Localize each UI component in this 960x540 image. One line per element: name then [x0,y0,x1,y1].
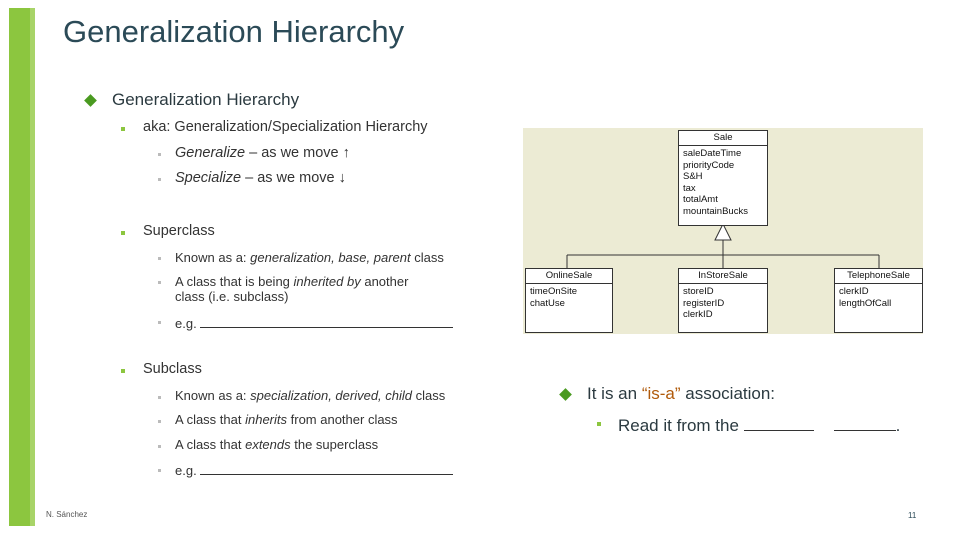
subclass-known-as: Known as a: specialization, derived, child class [175,388,446,403]
slide-title: Generalization Hierarchy [63,14,405,49]
uml-class-sale [678,130,768,226]
subclass-heading: Subclass [143,361,202,377]
uml-attribute: lengthOfCall [839,297,892,309]
superclass-inherited-by: A class that is being inherited by another [175,274,409,289]
footer-author: N. Sánchez [46,510,88,519]
dot-bullet-icon [158,321,161,324]
fill-in-blank [200,461,453,475]
uml-attribute: saleDateTime [683,148,742,159]
main-bullet-text: Generalization Hierarchy [112,90,300,109]
uml-attribute: mountainBucks [683,205,748,217]
square-bullet-icon [121,369,125,373]
fill-in-blank [200,314,453,328]
uml-attribute: timeOnSite [530,286,577,297]
accent-bar-highlight [30,8,35,526]
dot-bullet-icon [158,178,161,181]
read-it-from-text: Read it from the . [618,413,900,436]
dot-bullet-icon [158,396,161,399]
superclass-heading: Superclass [143,223,215,239]
uml-attribute: registerID [683,297,725,309]
uml-attribute: tax [683,182,696,194]
uml-class-telephonesale [834,268,923,333]
superclass-inherited-line2: class (i.e. subclass) [175,289,289,304]
superclass-example: e.g. [175,314,453,331]
page-number: 11 [908,511,917,520]
uml-attribute: totalAmt [683,194,718,205]
subclass-inherits: A class that inherits from another class [175,412,398,427]
dot-bullet-icon [158,469,161,472]
square-bullet-icon [597,422,601,426]
dot-bullet-icon [158,257,161,260]
dot-bullet-icon [158,281,161,284]
uml-attribute: S&H [683,171,703,182]
specialize-item: Specialize – as we move ↓ [175,170,346,186]
dot-bullet-icon [158,420,161,423]
diamond-bullet-icon [559,388,572,401]
diamond-bullet-icon [84,94,97,107]
generalization-arrow-icon [715,224,731,240]
superclass-known-as: Known as a: generalization, base, parent class [175,250,444,265]
uml-attribute: clerkID [839,286,869,297]
fill-in-blank [744,413,814,431]
uml-attribute: storeID [683,286,714,297]
uml-class-instoresale [678,268,768,333]
generalize-item: Generalize – as we move ↑ [175,145,350,161]
uml-diagram [523,128,923,334]
uml-class-name: OnlineSale [526,269,612,284]
square-bullet-icon [121,231,125,235]
uml-attribute: priorityCode [683,159,735,171]
subclass-example: e.g. [175,461,453,478]
dot-bullet-icon [158,153,161,156]
uml-class-onlinesale [525,268,613,333]
subclass-extends: A class that extends the superclass [175,437,379,452]
uml-attribute: chatUse [530,297,565,309]
fill-in-blank [834,413,896,431]
dot-bullet-icon [158,445,161,448]
uml-attribute: clerkID [683,309,713,320]
uml-class-name: Sale [679,131,767,146]
isa-association-text: It is an “is-a” association: [587,384,776,403]
square-bullet-icon [121,127,125,131]
aka-text: aka: Generalization/Specialization Hierarchy [143,119,428,135]
uml-class-name: InStoreSale [679,269,767,284]
uml-class-name: TelephoneSale [835,269,922,284]
